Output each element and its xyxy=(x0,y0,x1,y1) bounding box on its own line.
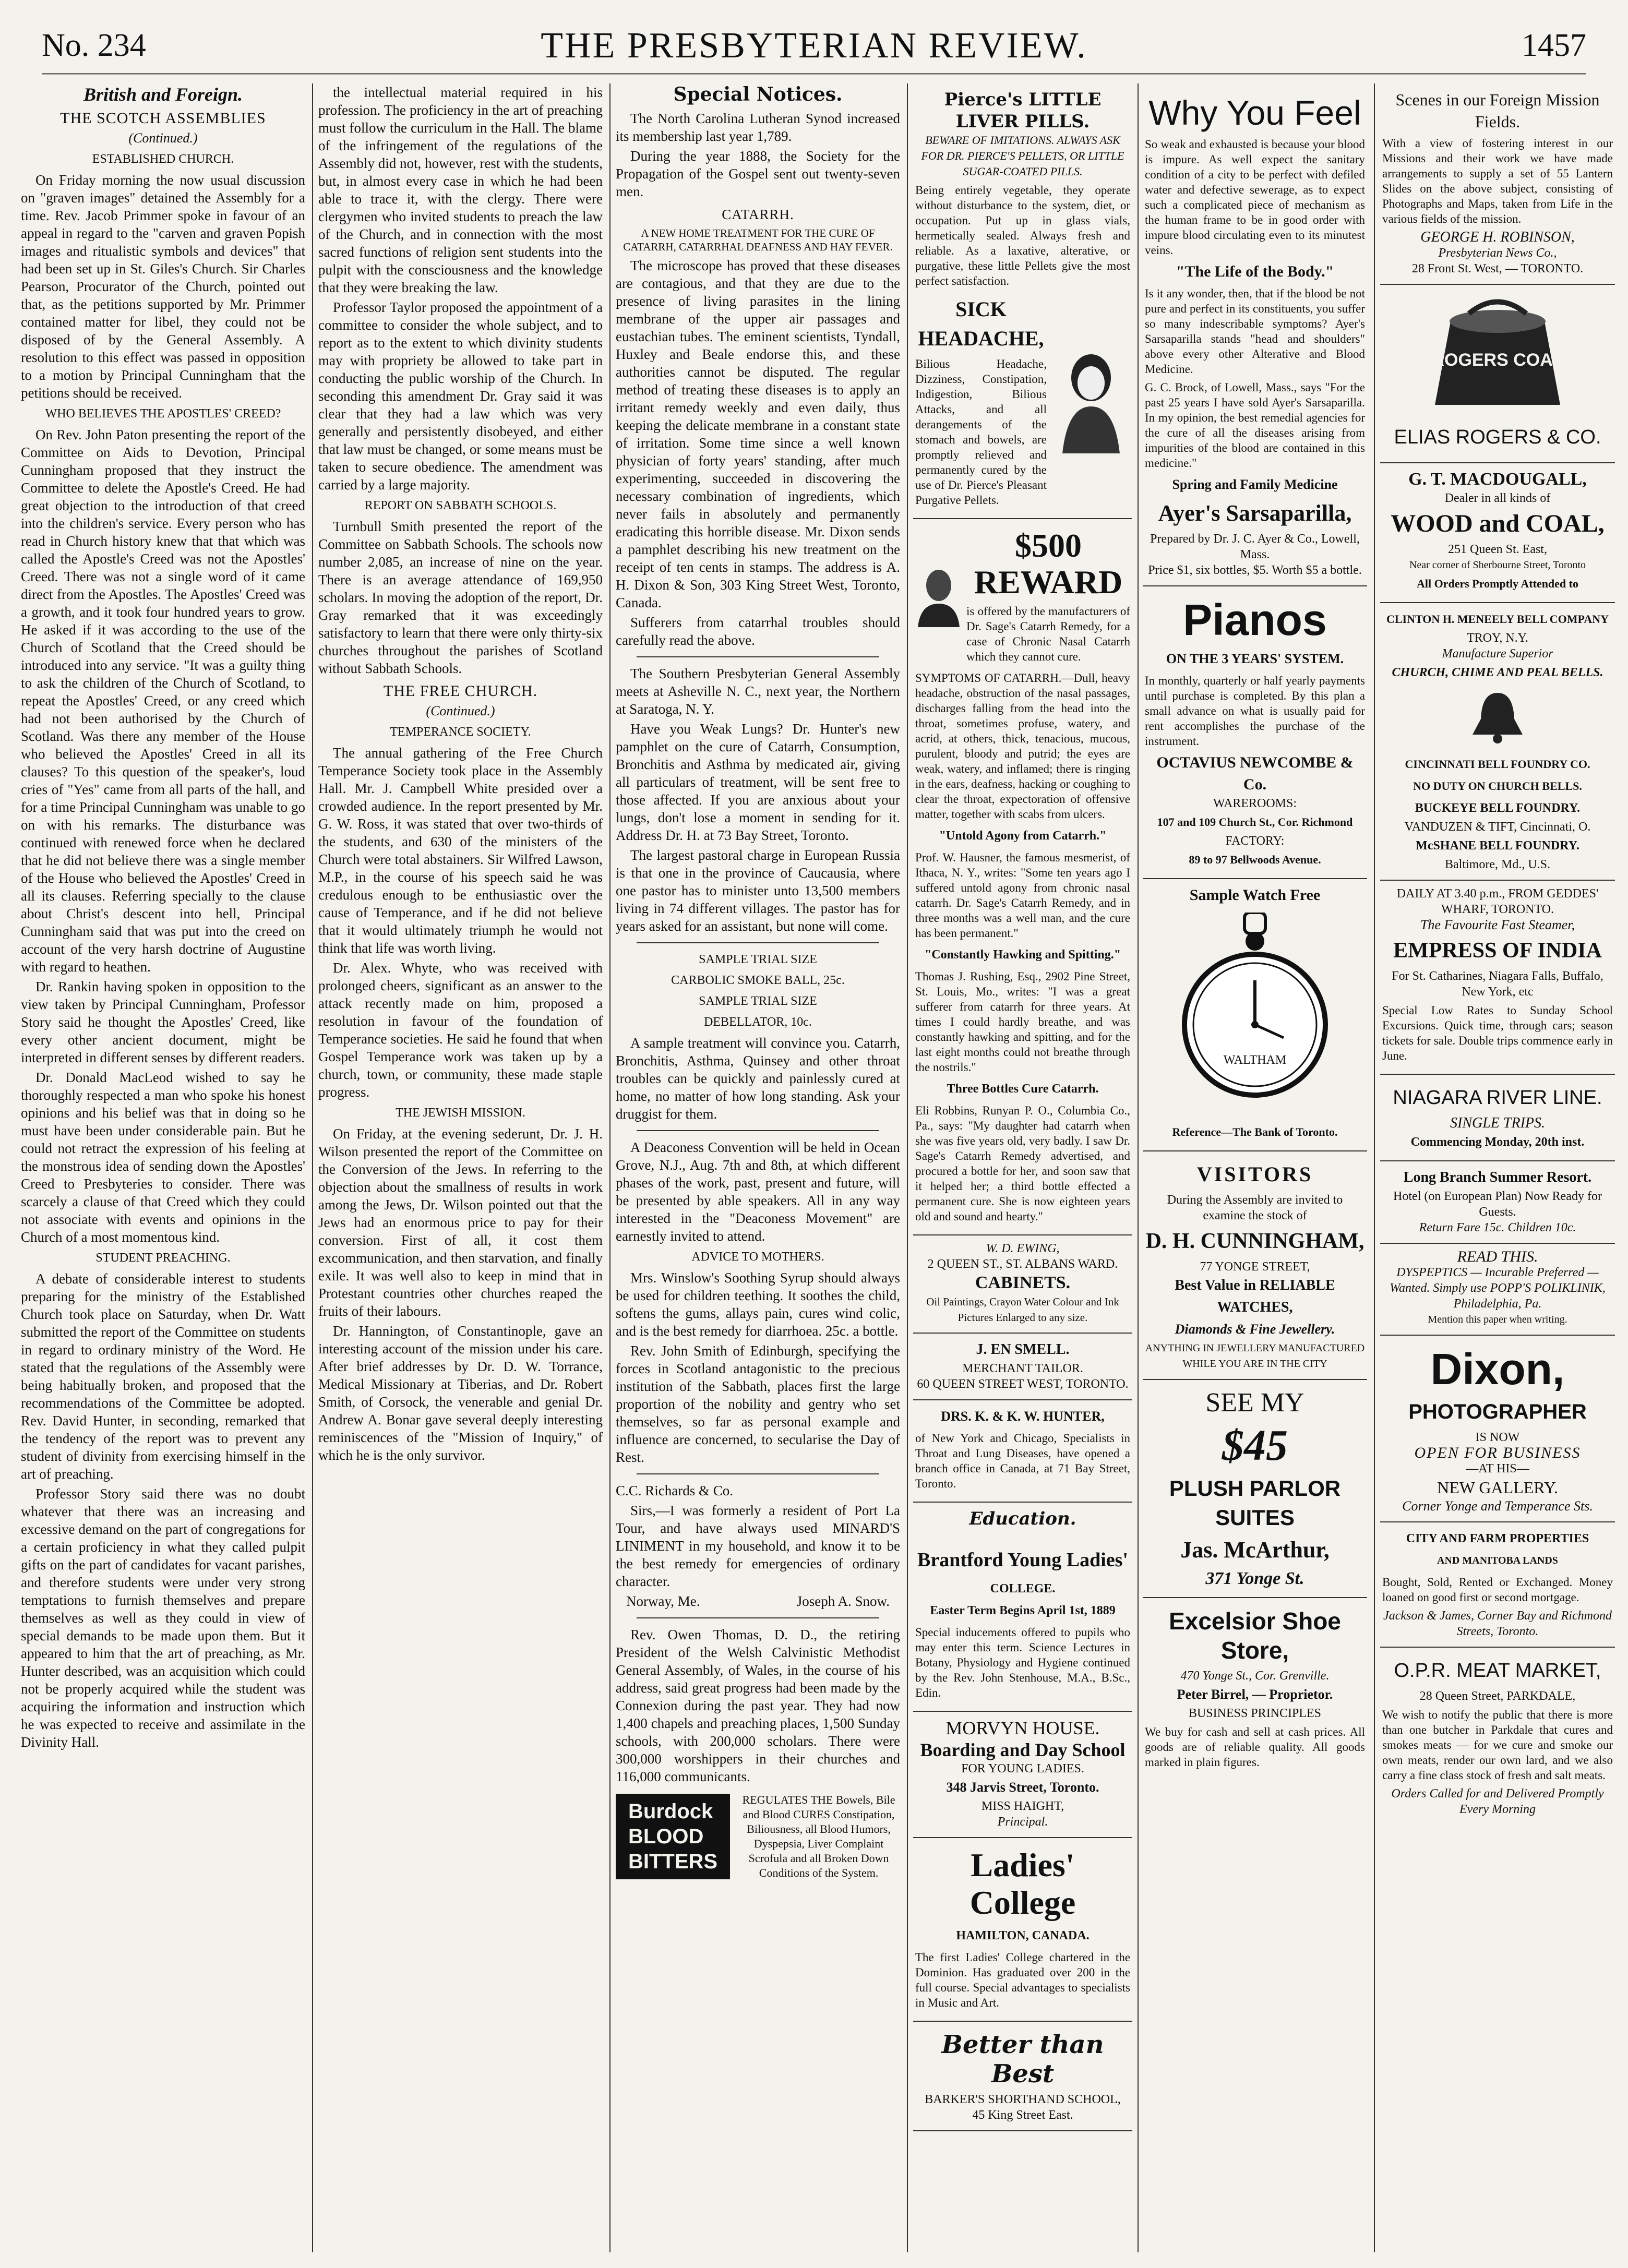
ad-address: 371 Yonge St. xyxy=(1205,1569,1304,1588)
ad-text: With a view of fostering interest in our Missions and their work we have made arrangements to supply a set of 55 Lantern Slides on the above subject, consisting of Photographs and Maps, taken from Life in the various fields of the mission. xyxy=(1382,137,1613,225)
dyspeptics-ad xyxy=(1380,1244,1615,1336)
ad-subheading: ON THE 3 YEARS' SYSTEM. xyxy=(1166,651,1344,666)
subheading: ESTABLISHED CHURCH. xyxy=(92,152,234,166)
sample-label: SAMPLE TRIAL SIZE xyxy=(699,994,817,1008)
ad-text: IS NOW xyxy=(1475,1431,1520,1444)
ad-text: Special Low Rates to Sunday School Excursions. Quick time, through cars; season tickets for sale. Double trips commence early in June. xyxy=(1382,1004,1613,1062)
watch-ad xyxy=(1143,879,1367,1151)
paragraph: Professor Taylor proposed the appointment of a committee to consider the whole subject, and to report as to the extent to which divinity students may with propriety be allowed to take part in conducting the public worship of the Church. In seconding this amendment Dr. Gray said it was clear that they had a law which was very generally and persistently disobeyed, and either that law must be changed, or some means must be taken to secure obedience. The amendment was carried by a large majority. xyxy=(318,299,603,493)
ad-text: Baltimore, Md., U.S. xyxy=(1445,858,1550,871)
ad-name: ELIAS ROGERS & CO. xyxy=(1394,426,1601,448)
ad-subheading: AND MANITOBA LANDS xyxy=(1437,1555,1558,1566)
ad-text: of New York and Chicago, Specialists in Throat and Lung Diseases, have opened a branch office in Canada, at 71 Bay Street, Toronto. xyxy=(915,1432,1130,1490)
subheading: REPORT ON SABBATH SCHOOLS. xyxy=(364,499,557,512)
ad-text: Bilious Headache, Dizziness, Constipation, Indigestion, Bilious Attacks, and all derangements of the stomach and bowels, are promptly relieved and permanently cured by the use of Dr. Pierce's Pleasant Purgative Pellets. xyxy=(915,357,1047,507)
ad-address: 348 Jarvis Street, Toronto. xyxy=(946,1780,1099,1795)
ad-text: DYSPEPTICS — Incurable Preferred — Wanted. Simply use POPP'S POLIKLINIK, Philadelphia, Pa. xyxy=(1390,1266,1606,1311)
ad-address: 470 Yonge St., Cor. Grenville. xyxy=(1180,1669,1330,1683)
education-section xyxy=(913,1503,1132,1537)
ad-name: DRS. K. & K. W. HUNTER, xyxy=(941,1409,1105,1424)
long-branch-ad xyxy=(1380,1161,1615,1244)
sample-product: DEBELLATOR, 10c. xyxy=(704,1015,812,1029)
ad-title: NIAGARA RIVER LINE. xyxy=(1393,1087,1602,1109)
ad-subheading: NEW GALLERY. xyxy=(1437,1478,1558,1497)
woman-portrait-icon xyxy=(1052,349,1130,453)
barkers-ad xyxy=(913,2022,1132,2131)
ad-text: Oil Paintings, Crayon Water Colour and Ink Pictures Enlarged to any size. xyxy=(926,1295,1119,1324)
coal-scuttle-icon xyxy=(1419,290,1576,415)
ayers-ad xyxy=(1143,83,1367,586)
rogers-coal-ad xyxy=(1380,285,1615,463)
ad-subheading: Diamonds & Fine Jewellery. xyxy=(1175,1322,1335,1337)
ad-price: $45 xyxy=(1222,1421,1288,1470)
ladies-college-ad xyxy=(913,1838,1132,2022)
ad-title: Excelsior Shoe Store, xyxy=(1169,1607,1341,1664)
ad-title: Long Branch Summer Resort. xyxy=(1403,1169,1592,1185)
letter-signature xyxy=(616,1592,900,1610)
subheading: TEMPERANCE SOCIETY. xyxy=(390,725,531,739)
ad-heading: VISITORS xyxy=(1196,1162,1313,1186)
column-rule xyxy=(609,83,610,2252)
ad-name: J. EN SMELL. xyxy=(976,1341,1070,1358)
section-heading: British and Foreign. xyxy=(83,84,243,105)
mcarthur-ad xyxy=(1143,1380,1367,1598)
ad-heading: WOOD and COAL, xyxy=(1391,510,1605,537)
pocket-watch-icon xyxy=(1182,913,1328,1111)
masthead-title: THE PRESBYTERIAN REVIEW. xyxy=(541,26,1087,66)
ad-label: WAREROOMS: xyxy=(1213,797,1297,810)
paragraph: Dr. Rankin having spoken in opposition to the view taken by Principal Cunningham, Professor Story said he thought the Apostles' Creed, like every other ancient document, might be interpreted in different senses by different readers. xyxy=(21,979,305,1065)
ad-name: Peter Birrel, — Proprietor. xyxy=(1177,1687,1333,1702)
sample-label: SAMPLE TRIAL SIZE xyxy=(699,953,817,966)
ad-name: MISS HAIGHT, xyxy=(981,1799,1064,1813)
ad-address: 107 and 109 Church St., Cor. Richmond xyxy=(1157,815,1353,829)
ad-text: Hotel (on European Plan) Now Ready for Guests. xyxy=(1393,1190,1602,1219)
subheading: STUDENT PREACHING. xyxy=(95,1251,231,1265)
page-number: 1457 xyxy=(1522,28,1586,63)
ad-address: 60 QUEEN STREET WEST, TORONTO. xyxy=(917,1377,1129,1391)
ad-text: Bought, Sold, Rented or Exchanged. Money loaned on good first or second mortgage. xyxy=(1382,1576,1613,1604)
ad-address: TROY, N.Y. xyxy=(1467,631,1528,645)
paragraph: Turnbull Smith presented the report of the Committee on Sabbath Schools. The schools now number 2,085, an increase of nine on the year. There is an average attendance of 169,950 scholars. In moving the adoption of the report, Dr. Gray remarked that it was exceedingly satisfactory to learn that there were only thirty-six churches throughout the parishes of Scotland without Sabbath Schools. xyxy=(318,519,603,676)
ad-name: BUCKEYE BELL FOUNDRY. xyxy=(1415,801,1581,815)
burdock-ad xyxy=(616,1793,900,1880)
ad-address: 89 to 97 Bellwoods Avenue. xyxy=(1189,853,1321,866)
sample-product: CARBOLIC SMOKE BALL, 25c. xyxy=(671,974,845,987)
ad-subheading: Spring and Family Medicine xyxy=(1172,477,1338,492)
paragraph: On Rev. John Paton presenting the report of the Committee on Aids to Devotion, Principal Cunningham proposed that they instruct the Committee to delete the Apostle's Creed. He had great objection to the introduction of that creed into the children's service. Every person who has read in Church history knew that that which was called the Apostle's Creed was not the Apostles' Creed. There was not a single word of it came direct from the Apostles. The Apostles' Creed was a growth, and it took four hundred years to grow. He asked if it was according to the use of the Church of Scotland that the Creed should be introduced into any service. "It was a guilty thing to ask the children of the Church of Scotland, to repeat the Apostles' Creed, or any creed which had not been authorised by the Church of Scotland. Was there any member of the House who believed the Apostles' Creed in all its clauses? To this question of the speaker's, loud cries of "Yes" came from all parts of the hall, and for a time Principal Cunningham was unable to go on with his remarks. The disturbance was continued with renewed force when he declared that he did not believe there was a single member of the House who believed the Apostles' Creed in all its clauses. Referring specially to the clause about Christ's descent into hell, Principal Cunningham said that was put into the creed on account of the very harsh doctrine of Augustine with regard to heathen. xyxy=(21,427,305,975)
subheading: A NEW HOME TREATMENT FOR THE CURE OF CATARRH, CATARRHAL DEAFNESS AND HAY FEVER. xyxy=(623,227,893,253)
bell-icon xyxy=(1466,688,1529,745)
ad-subheading: PHOTOGRAPHER xyxy=(1408,1400,1587,1423)
ad-address: 28 Front St. West, — TORONTO. xyxy=(1411,262,1584,275)
notice: The microscope has proved that these diseases are contagious, and that they are due to the presence of living parasites in the lining membrane of the upper air passages and eustachian tubes. The eminent scientists, Tyndall, Huxley and Beale endorse this, and these authorities cannot be disputed. The regular method of treating these diseases is to apply an irritant remedy weekly and even daily, thus keeping the delicate membrane in a constant state of irritation. Some time since a well known physician of forty years' standing, after much experimenting, succeeded in discovering the necessary combination of ingredients, which never fails in absolutely and permanently eradicating this horrible disease. Mr. Dixon sends a pamphlet describing his new treatment on the receipt of ten cents in stamps. The address is A. H. Dixon & Son, 303 King Street West, Toronto, Canada. xyxy=(616,258,900,610)
ad-company: Presbyterian News Co., xyxy=(1438,246,1557,260)
ad-title: Sample Watch Free xyxy=(1189,886,1321,904)
ad-subheading: "The Life of the Body." xyxy=(1176,263,1334,280)
ad-address: 2 QUEEN ST., ST. ALBANS WARD. xyxy=(927,1257,1118,1271)
ad-text: Being entirely vegetable, they operate without disturbance to the system, diet, or occupation. Put up in glass vials, hermetically sealed. Always fresh and reliable. As a laxative, alterative, or purgative, these little Pellets give the most perfect satisfaction. xyxy=(915,184,1130,287)
page-header xyxy=(42,16,1586,75)
notice: Sufferers from catarrhal troubles should carefully read the above. xyxy=(616,615,900,648)
letter-addressee: C.C. Richards & Co. xyxy=(616,1483,734,1498)
ad-name: Jackson & James, Corner Bay and Richmond Streets, Toronto. xyxy=(1383,1609,1612,1638)
continued-note: (Continued.) xyxy=(128,130,198,146)
ewing-ad xyxy=(913,1235,1132,1334)
ad-text: During the Assembly are invited to examine the stock of xyxy=(1167,1193,1343,1222)
paragraph: Professor Story said there was no doubt whatever that there was an increasing and excessive demand on the part of congregations for a certain proficiency in what they called pulpit gifts on the part of candidates for vacant parishes, and therefore students were under very strong temptations to furnish themselves and prepare themselves as well as they could in view of special demands to be made upon them. But it appeared to him that the art of preaching, as Mr. Hunter described, was an acquisition which could not be properly acquired while the student was acquiring the information and instruction which he was expected to receive and assimilate in the Divinity Hall. xyxy=(21,1486,305,1750)
paragraph: the intellectual material required in his profession. The proficiency in the art of preaching must follow the curriculum in the Hall. The blame of the infringement of the regulations of the Assembly did not, however, rest with the students, but, in almost every case in which he had been able to trace it, with the clergy. There were clergymen who invited students to preach the law of the Church, and in connection with the most sacred functions of religion sent students into the pulpit with the consciousness and the knowledge that they were breaking the law. xyxy=(318,85,603,295)
ad-heading: PLUSH PARLOR SUITES xyxy=(1169,1476,1341,1530)
paragraph: Dr. Donald MacLeod wished to say he thoroughly respected a man who spoke his honest opinions and his belief was that in doing so he must have been under considerable pain. But he could not retract the expression of his feeling at the monstrous idea of sending down the Apostles' Creed to Presbyteries to consider. There was scarcely a clause of that Creed which they could not associate with events and opinions in the Church of a most momentous kind. xyxy=(21,1070,305,1245)
notice: A Deaconess Convention will be held in Ocean Grove, N.J., Aug. 7th and 8th, at which different phases of the work, past, present and future, will be presented by able speakers. All in any way interested in the "Deaconess Movement" are earnestly invited to attend. xyxy=(616,1139,900,1244)
ad-name: OCTAVIUS NEWCOMBE & Co. xyxy=(1156,754,1354,793)
ad-subheading: Best Value in RELIABLE WATCHES, xyxy=(1175,1277,1335,1315)
ad-name: Jas. McArthur, xyxy=(1180,1537,1330,1563)
column-rule xyxy=(312,83,313,2252)
ad-text: G. C. Brock, of Lowell, Mass., says "For the past 25 years I have sold Ayer's Sarsaparilla. In my opinion, the best remedial agencies for the cure of all the diseases arising from impurities of the blood are contained in this medicine." xyxy=(1145,381,1365,470)
ad-subheading: BUSINESS PRINCIPLES xyxy=(1188,1707,1322,1720)
ad-text: We wish to notify the public that there is more than one butcher in Parkdale that cures and smokes meats — for we cure and smoke our own meats, render our own lard, and we also carry a fine class stock of fresh and salt meats. xyxy=(1382,1708,1613,1782)
ad-title: Better than Best xyxy=(941,2030,1104,2089)
excelsior-ad xyxy=(1143,1598,1367,1780)
ad-text: Reference—The Bank of Toronto. xyxy=(1172,1125,1338,1138)
ad-address: 28 Queen Street, PARKDALE, xyxy=(1419,1689,1576,1703)
cunningham-ad xyxy=(1143,1151,1367,1380)
ad-text: Manufacture Superior xyxy=(1442,647,1553,661)
ad-subheading: BARKER'S SHORTHAND SCHOOL, xyxy=(925,2093,1121,2106)
ad-price: Price $1, six bottles, $5. Worth $5 a bottle. xyxy=(1148,563,1362,577)
ad-text: In monthly, quarterly or half yearly payments until purchase is completed. By this plan a small advance on what is usually paid for rent accomplishes the purchase of the instrument. xyxy=(1145,674,1365,748)
column-rule xyxy=(1374,83,1375,2252)
ad-name: CLINTON H. MENEELY BELL COMPANY xyxy=(1386,613,1609,626)
article-heading: THE FREE CHURCH. xyxy=(383,682,538,700)
column-2 xyxy=(318,83,603,2252)
ad-text: Thomas J. Rushing, Esq., 2902 Pine Street, St. Louis, Mo., writes: "I was a great sufferer from catarrh for three years. At times I could hardly breathe, and was constantly hawking and spitting, and for the last eight months could not breathe through the nostrils." xyxy=(915,970,1130,1074)
section-heading: Education. xyxy=(969,1508,1076,1529)
divider xyxy=(637,1617,879,1618)
hunter-ad xyxy=(913,1400,1132,1503)
ad-heading: SICK HEADACHE, xyxy=(918,297,1044,350)
ad-subheading: "Untold Agony from Catarrh." xyxy=(939,829,1107,843)
reward-heading: $500 REWARD xyxy=(974,527,1123,601)
ad-name: CINCINNATI BELL FOUNDRY CO. xyxy=(1405,758,1590,771)
notice: A sample treatment will convince you. Catarrh, Bronchitis, Asthma, Quinsey and other throat troubles can be quickly and painlessly cured at home, no matter of how long standing. Ask your druggist for them. xyxy=(616,1035,900,1122)
ad-name: McSHANE BELL FOUNDRY. xyxy=(1416,839,1579,853)
paragraph: On Friday, at the evening sederunt, Dr. J. H. Wilson presented the report of the Committee on the Conversion of the Jews. In referring to the objection about the smallness of results in work among the Jews, Dr. Wilson pointed out that the Jews had an enormous price to pay for their conversion. First of all, it cost them excommunication, and then starvation, and finally exile. It was well also to keep in mind that in Protestant countries other churches reaped the fruits of their labours. xyxy=(318,1126,603,1319)
coal-logo-text: ROGERS COAL xyxy=(1431,350,1564,370)
ad-text: The first Ladies' College chartered in the Dominion. Has graduated over 200 in the full course. Special advantages to specialists in Music and Art. xyxy=(915,1951,1130,2009)
column-4 xyxy=(913,83,1132,2252)
ad-subheading: CHURCH, CHIME AND PEAL BELLS. xyxy=(1392,666,1603,679)
divider xyxy=(637,656,879,657)
ad-text: All Orders Promptly Attended to xyxy=(1416,577,1578,590)
paragraph: Dr. Hannington, of Constantinople, gave an interesting account of the mission under his care. After brief addresses by Dr. D. W. Torrance, Medical Missionary at Tiberias, and Dr. Robert Smith, of Corsock, the venerable and genial Dr. Andrew A. Bonar gave several deeply interesting reminiscences of the "Mission of Inquiry," of which he is the only survivor. xyxy=(318,1323,603,1463)
watch-brand-label: WALTHAM xyxy=(1223,1053,1287,1067)
pianos-ad xyxy=(1143,586,1367,879)
ad-text: So weak and exhausted is because your blood is impure. As well expect the sanitary condition of a city to be perfect with defiled water and defective sewerage, as to expect such a complicated piece of mechanism as the human frame to be in good order with impure blood circulating even to its minutest veins. xyxy=(1145,138,1365,257)
ad-title: MORVYN HOUSE. xyxy=(945,1718,1100,1738)
ad-title: O.P.R. MEAT MARKET, xyxy=(1394,1660,1601,1682)
sage-catarrh-ad xyxy=(913,519,1132,1235)
subheading: THE JEWISH MISSION. xyxy=(396,1106,525,1120)
ad-text: ANYTHING IN JEWELLERY MANUFACTURED WHILE YOU ARE IN THE CITY xyxy=(1145,1342,1365,1370)
ad-warning: BEWARE OF IMITATIONS. ALWAYS ASK FOR DR. PIERCE'S PELLETS, OR LITTLE SUGAR-COATED PILLS. xyxy=(921,134,1124,178)
notice: Mrs. Winslow's Soothing Syrup should always be used for children teething. It soothes the child, softens the gums, allays pain, cures wind colic, and is the best remedy for diarrhoea. 25c. a bottle. xyxy=(616,1270,900,1339)
ad-subheading: COLLEGE. xyxy=(990,1582,1056,1595)
ad-text: Eli Robbins, Runyan P. O., Columbia Co., Pa., says: "My daughter had catarrh when she was five years old, very badly. I saw Dr. Sage's Catarrh Remedy advertised, and procured a bottle for her, and soon saw that it helped her; a third bottle effected a permanent cure. She is now eighteen years old and sound and hearty." xyxy=(915,1104,1130,1223)
signature-place: Norway, Me. xyxy=(626,1593,700,1609)
divider xyxy=(637,1473,879,1474)
column-3 xyxy=(616,83,900,2252)
burdock-logo: Burdock BLOOD BITTERS xyxy=(616,1794,730,1879)
ad-address: Corner Yonge and Temperance Sts. xyxy=(1402,1498,1593,1514)
ad-name: W. D. EWING, xyxy=(986,1242,1060,1255)
macdougall-ad xyxy=(1380,463,1615,603)
lantern-slides-ad xyxy=(1380,83,1615,285)
ad-text: is offered by the manufacturers of Dr. Sage's Catarrh Remedy, for a case of Chronic Nasal Catarrh which they cannot cure. xyxy=(966,605,1130,663)
ad-text: Commencing Monday, 20th inst. xyxy=(1410,1135,1585,1149)
ad-text: SYMPTOMS OF CATARRH.—Dull, heavy headache, obstruction of the nasal passages, discharges falling from the head into the throat, sometimes profuse, watery, and acrid, at others, thick, tenacious, mucous, purulent, bloody and putrid; the eyes are weak, watery, and inflamed; there is ringing in the ears, deafness, hacking or coughing to clear the throat, expectoration of offensive matter, together with scabs from ulcers. xyxy=(915,671,1130,821)
ad-subheading: "Constantly Hawking and Spitting." xyxy=(924,948,1121,962)
ad-title: Why You Feel xyxy=(1148,93,1361,132)
paragraph: The annual gathering of the Free Church Temperance Society took place in the Assembly Hall. Mr. J. Campbell White presided over a crowded audience. In the report presented by Mr. G. W. Ross, it was stated that over two-thirds of the students, and 630 of the ministers of the Church were total abstainers. Sir Wilfred Lawson, M.P., in the course of his speech said he was credulous enough to be enthusiastic over the cause of Temperance, and if he did not believe that it would ultimately triumph he would not think that life was worth living. xyxy=(318,745,603,956)
column-6 xyxy=(1380,83,1615,2252)
notice: Sirs,—I was formerly a resident of Port La Tour, and have always used MINARD'S LINIMENT in my household, and know it to be the best remedy for emergencies of ordinary character. xyxy=(616,1503,900,1589)
ad-text: FOR YOUNG LADIES. xyxy=(961,1762,1084,1775)
ad-brand: Ayer's Sarsaparilla, xyxy=(1158,500,1352,526)
notice: The North Carolina Lutheran Synod increased its membership last year 1,789. xyxy=(616,111,900,144)
ad-text: Is it any wonder, then, that if the blood be not pure and perfect in its constituents, you suffer so many indescribable symptoms? Ayer's Sarsaparilla stands "head and shoulders" above every other Alterative and Blood Medicine. xyxy=(1145,287,1365,376)
ad-text: We buy for cash and sell at cash prices. All goods are of reliable quality. All goods marked in plain figures. xyxy=(1145,1725,1365,1769)
ad-subheading: OPEN FOR BUSINESS xyxy=(1414,1444,1581,1461)
ad-text: VANDUZEN & TIFT, Cincinnati, O. xyxy=(1404,820,1591,834)
ad-title: Dixon, xyxy=(1430,1345,1565,1394)
ad-title: EMPRESS OF INDIA xyxy=(1393,939,1602,963)
dixon-photographer-ad xyxy=(1380,1336,1615,1522)
ad-subheading: SINGLE TRIPS. xyxy=(1450,1115,1545,1131)
ad-title: Ladies' College xyxy=(969,1846,1076,1921)
ad-name: GEORGE H. ROBINSON, xyxy=(1420,229,1575,245)
ad-title: CITY AND FARM PROPERTIES xyxy=(1406,1532,1589,1545)
paragraph: Dr. Alex. Whyte, who was received with prolonged cheers, significant as an answer to the attack recently made on him, proposed a resolution in favour of the foundation of Temperance societies. He said he found that when Gospel Temperance work was taken up by a church, town, or community, these made staple progress. xyxy=(318,960,603,1100)
column-rule xyxy=(907,83,908,2252)
column-rule xyxy=(1138,83,1139,2252)
brantford-ad xyxy=(913,1537,1132,1712)
burdock-text: REGULATES THE Bowels, Bile and Blood CURES Constipation, Biliousness, all Blood Humors, Dyspepsia, Liver Complaint Scrofula and all Broken Down Conditions of the System. xyxy=(742,1793,895,1879)
notice: The Southern Presbyterian General Assembly meets at Asheville N. C., next year, the Northern at Saratoga, N. Y. xyxy=(616,666,900,717)
ad-subheading: Easter Term Begins April 1st, 1889 xyxy=(930,1604,1116,1617)
notice: Have you Weak Lungs? Dr. Hunter's new pamphlet on the cure of Catarrh, Consumption, Bronchitis and Asthma by medicated air, giving all particulars of treatment, will be sent free to those affected. If you are anxious about your lungs, don't lose a moment in sending for it. Address Dr. H. at 73 Bay Street, Toronto. xyxy=(616,721,900,843)
ad-subheading: The Favourite Fast Steamer, xyxy=(1420,917,1575,932)
ad-label: FACTORY: xyxy=(1225,834,1285,848)
morvyn-ad xyxy=(913,1712,1132,1838)
section-heading: Special Notices. xyxy=(673,83,843,105)
ad-subheading: Three Bottles Cure Catarrh. xyxy=(947,1082,1099,1096)
ad-title: READ THIS. xyxy=(1457,1248,1538,1265)
notice: Rev. Owen Thomas, D. D., the retiring President of the Welsh Calvinistic Methodist General Assembly, of Wales, in the course of his address, said great progress had been made by the Connexion during the past year. They had now 1,400 chapels and preaching places, 1,500 Sunday schools, with 200,000 scholars. There were 300,000 worshippers in their churches and 116,000 communicants. xyxy=(616,1627,900,1784)
ad-text: Return Fare 15c. Children 10c. xyxy=(1419,1221,1576,1234)
ad-text: For St. Catharines, Niagara Falls, Buffalo, New York, etc xyxy=(1392,969,1603,999)
ad-title: Pierce's LITTLE LIVER PILLS. xyxy=(944,89,1102,132)
subheading: CATARRH. xyxy=(722,207,794,222)
ad-text: NO DUTY ON CHURCH BELLS. xyxy=(1413,779,1582,793)
ad-text: —AT HIS— xyxy=(1466,1462,1529,1475)
notice: Rev. John Smith of Edinburgh, specifying the forces in Scotland antagonistic to the precious institution of the Sabbath, places first the large proportion of the nobility and gentry who set themselves, so far as personal example and influence are concerned, to secularise the Day of Rest. xyxy=(616,1343,900,1465)
ad-text: Prepared by Dr. J. C. Ayer & Co., Lowell, Mass. xyxy=(1150,532,1360,561)
column-1 xyxy=(21,83,305,2252)
subheading: WHO BELIEVES THE APOSTLES' CREED? xyxy=(45,407,281,421)
property-ad xyxy=(1380,1522,1615,1648)
column-5 xyxy=(1143,83,1367,2252)
ad-title: Scenes in our Foreign Mission Fields. xyxy=(1395,90,1600,131)
ad-heading: CABINETS. xyxy=(975,1273,1071,1292)
ad-title: Pianos xyxy=(1183,595,1327,644)
niagara-ad xyxy=(1380,1075,1615,1161)
ad-name: D. H. CUNNINGHAM, xyxy=(1145,1229,1364,1253)
bells-ad xyxy=(1380,603,1615,881)
ad-address: 77 YONGE STREET, xyxy=(1200,1260,1310,1274)
ad-address: 45 King Street East. xyxy=(972,2108,1073,2122)
ad-text: Special inducements offered to pupils who may enter this term. Science Lectures in Botany, Physiology and Hygiene continued by the Rev. John Stenhouse, M.A., B.Sc., Edin. xyxy=(915,1626,1130,1699)
ad-text: Orders Called for and Delivered Promptly Every Morning xyxy=(1391,1787,1604,1816)
meat-market-ad xyxy=(1380,1648,1615,1825)
subheading: ADVICE TO MOTHERS. xyxy=(691,1250,824,1264)
continued-note: (Continued.) xyxy=(426,703,495,718)
divider xyxy=(637,942,879,943)
signature-name: Joseph A. Snow. xyxy=(796,1593,890,1609)
notice: During the year 1888, the Society for the Propagation of the Gospel sent out twenty-seven men. xyxy=(616,148,900,199)
ad-address: 251 Queen St. East, xyxy=(1448,543,1547,556)
paragraph: On Friday morning the now usual discussion on "graven images" detained the Assembly for a time. Rev. Jacob Primmer spoke in favour of an appeal in regard to the "carven and graven Popish images and ritualistic symbols and devices" that had been set up in St. Giles's Church. Sir Charles Pearson, Procurator of the Church, pointed out that, as the petitions supported by Mr. Primmer contained matter for libel, they could not be disposed of by the General Assembly. A resolution to this effect was passed in opposition to a motion by Principal Cunningham that the petitions should be received. xyxy=(21,172,305,401)
tailor-ad xyxy=(913,1334,1132,1400)
ad-text: Dealer in all kinds of xyxy=(1444,491,1551,505)
pierce-pills-ad xyxy=(913,83,1132,519)
divider xyxy=(637,1130,879,1131)
ad-role: Principal. xyxy=(997,1815,1048,1829)
ad-subheading: MERCHANT TAILOR. xyxy=(962,1362,1083,1375)
man-portrait-icon xyxy=(915,565,962,627)
ad-title: Brantford Young Ladies' xyxy=(917,1549,1128,1571)
ad-text: DAILY AT 3.40 p.m., FROM GEDDES' WHARF, TORONTO. xyxy=(1396,887,1599,916)
steamer-ad xyxy=(1380,881,1615,1075)
ad-address: Near corner of Sherbourne Street, Toronto xyxy=(1409,559,1586,571)
notice: The largest pastoral charge in European Russia is that one in the province of Caucausia, where one pastor has to minister unto 13,500 members living in 74 different villages. The pastor has for years asked for an assistant, but none will come. xyxy=(616,847,900,934)
ad-heading: SEE MY xyxy=(1205,1388,1304,1418)
article-heading: THE SCOTCH ASSEMBLIES xyxy=(60,110,266,127)
issue-number: No. 234 xyxy=(42,28,146,63)
ad-text: Prof. W. Hausner, the famous mesmerist, of Ithaca, N. Y., writes: "Some ten years ago I suffered untold agony from chronic nasal catarrh. Dr. Sage's Catarrh Remedy, and in three months was a well man, and the cure has been permanent." xyxy=(915,851,1130,940)
paragraph: A debate of considerable interest to students preparing for the ministry of the Established Church took place on Saturday, when Dr. Watt submitted the report of the Committee on students in regard to ordinary ministry of the Word. He stated that the regulations of the Assembly were being habitually broken, and proposed that the recommendations of the Committee be adopted. Rev. David Hunter, in seconding, remarked that the tendency of the report was to prevent any student of divinity from exercising himself in the art of preaching. xyxy=(21,1271,305,1482)
ad-text: Mention this paper when writing. xyxy=(1428,1314,1567,1325)
ad-name: G. T. MACDOUGALL, xyxy=(1408,470,1587,489)
ad-subheading: Boarding and Day School xyxy=(920,1739,1126,1760)
ad-subheading: HAMILTON, CANADA. xyxy=(956,1929,1090,1942)
